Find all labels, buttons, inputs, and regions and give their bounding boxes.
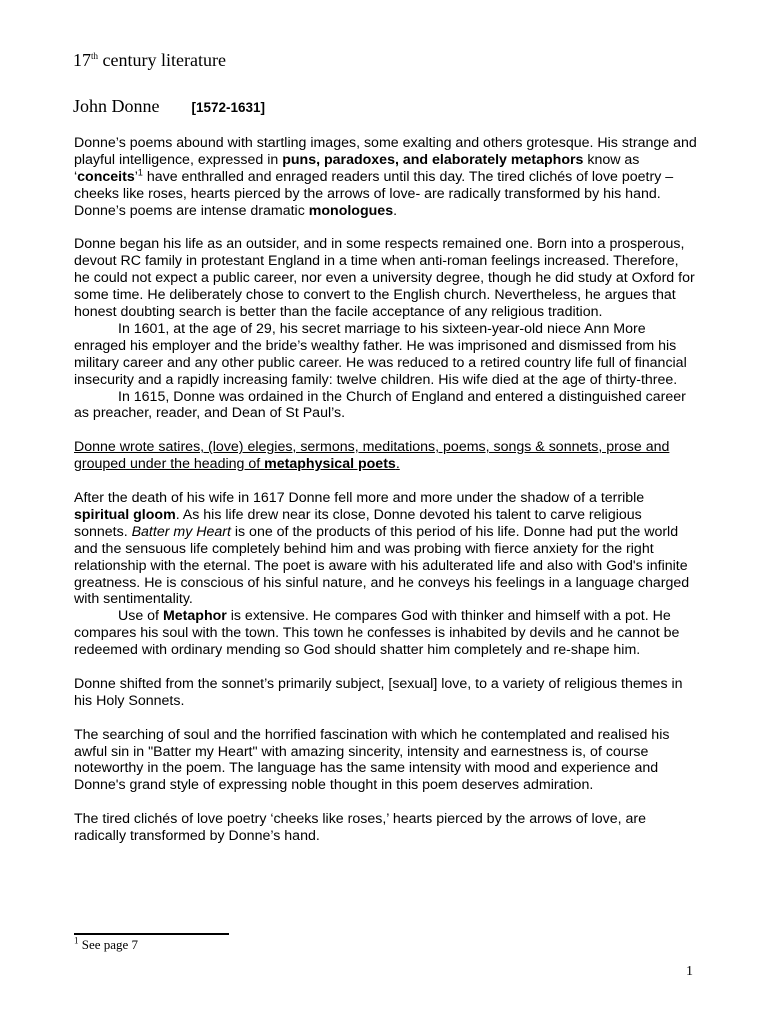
bold-term: Metaphor xyxy=(162,608,227,625)
paragraph-works: Donne wrote satires, (love) elegies, sermons, meditations, poems, songs & sonnets, prose and grouped under the heading of metaphysical poets. xyxy=(74,439,670,473)
paragraph-ordination: In 1615, Donne was ordained in the Church of England and entered a distinguished career as preacher, reader, and Dean of St Paul’s. xyxy=(74,388,686,422)
bold-term: metaphysical poets xyxy=(264,456,396,473)
page-title xyxy=(73,50,226,71)
bold-term: puns, paradoxes, and elaborately metaphors xyxy=(282,151,584,168)
author-dates: [1572-1631] xyxy=(191,100,266,115)
paragraph-metaphor: Use of Metaphor is extensive. He compares God with thinker and himself with a pot. He compares his soul with the town. This town he confesses is inhabited by devils and he cannot be redeemed with ordinary mending so God should shatter him completely and re-shape him. xyxy=(74,608,680,659)
italic-title: Batter my Heart xyxy=(131,523,231,540)
author-heading xyxy=(73,96,265,117)
paragraph-early-life: Donne began his life as an outsider, and in some respects remained one. Born into a prosperous, devout RC family in protestant England in a time when anti-roman feelings increased. Therefore, he could not expect a public career, nor even a university degree, though he did study at Oxford for some time. He deliberately chose to convert to the English church. Nevertheless, he argues that honest doubting search is better than the facile acceptance of any religious tradition. xyxy=(74,236,695,321)
author-name: John Donne xyxy=(73,96,160,116)
bold-term: conceits xyxy=(77,168,135,185)
title-text: century literature xyxy=(98,50,226,70)
bold-term: monologues xyxy=(308,202,394,219)
title-number: 17 xyxy=(73,50,91,70)
footnote-text: See page 7 xyxy=(78,937,139,952)
paragraph-spiritual-gloom: After the death of his wife in 1617 Donne fell more and more under the shadow of a terrible spiritual gloom. As his life drew near its close, Donne devoted his talent to carve religious sonnets. Batter my Heart is one of the products of this period of his life. Donne had put the world and the sensuous life completely behind him and was probing with fierce anxiety for the right relationship with the eternal. The poet is aware with his adulterated life and also with God's infinite greatness. He is conscious of his sinful nature, and he conveys his feelings in a language charged with sentimentality. xyxy=(74,489,690,608)
paragraph-cliches: The tired clichés of love poetry ‘cheeks like roses,’ hearts pierced by the arrows of love, are radically transformed by Donne’s hand. xyxy=(74,811,646,845)
footnote xyxy=(74,937,138,953)
paragraph-holy-sonnets: Donne shifted from the sonnet’s primarily subject, [sexual] love, to a variety of religious themes in his Holy Sonnets. xyxy=(74,675,683,709)
paragraph-marriage: In 1601, at the age of 29, his secret marriage to his sixteen-year-old niece Ann More enraged his employer and the bride’s wealthy father. He was imprisoned and dismissed from his military career and any other public career. He was reduced to a retired country life full of financial insecurity and a rapidly increasing family: twelve children. His wife died at the age of thirty-three. xyxy=(74,320,687,388)
footnote-reference: 1 xyxy=(137,167,143,178)
footnote-separator xyxy=(74,933,229,935)
title-superscript: th xyxy=(91,51,99,61)
page-number: 1 xyxy=(686,964,693,979)
body-text xyxy=(74,135,698,862)
paragraph-intro: Donne’s poems abound with startling images, some exalting and others grotesque. His strange and playful intelligence, expressed in puns, paradoxes, and elaborately metaphors know as ‘conceits’$^1$ have enthralled and enraged readers until this day. The tired clichés of love poetry –cheeks like roses, hearts pierced by the arrows of love- are radically transformed by his hand. Donne’s poems are intense dramatic monologues. xyxy=(74,135,697,219)
bold-term: spiritual gloom xyxy=(74,506,176,523)
paragraph-batter-my-heart: The searching of soul and the horrified fascination with which he contemplated and realised his awful sin in "Batter my Heart" with amazing sincerity, intensity and earnestness is, of course noteworthy in the poem. The language has the same intensity with mood and experience and Donne's grand style of expressing noble thought in this poem deserves admiration. xyxy=(74,726,670,794)
footnote-number: 1 xyxy=(74,935,79,946)
